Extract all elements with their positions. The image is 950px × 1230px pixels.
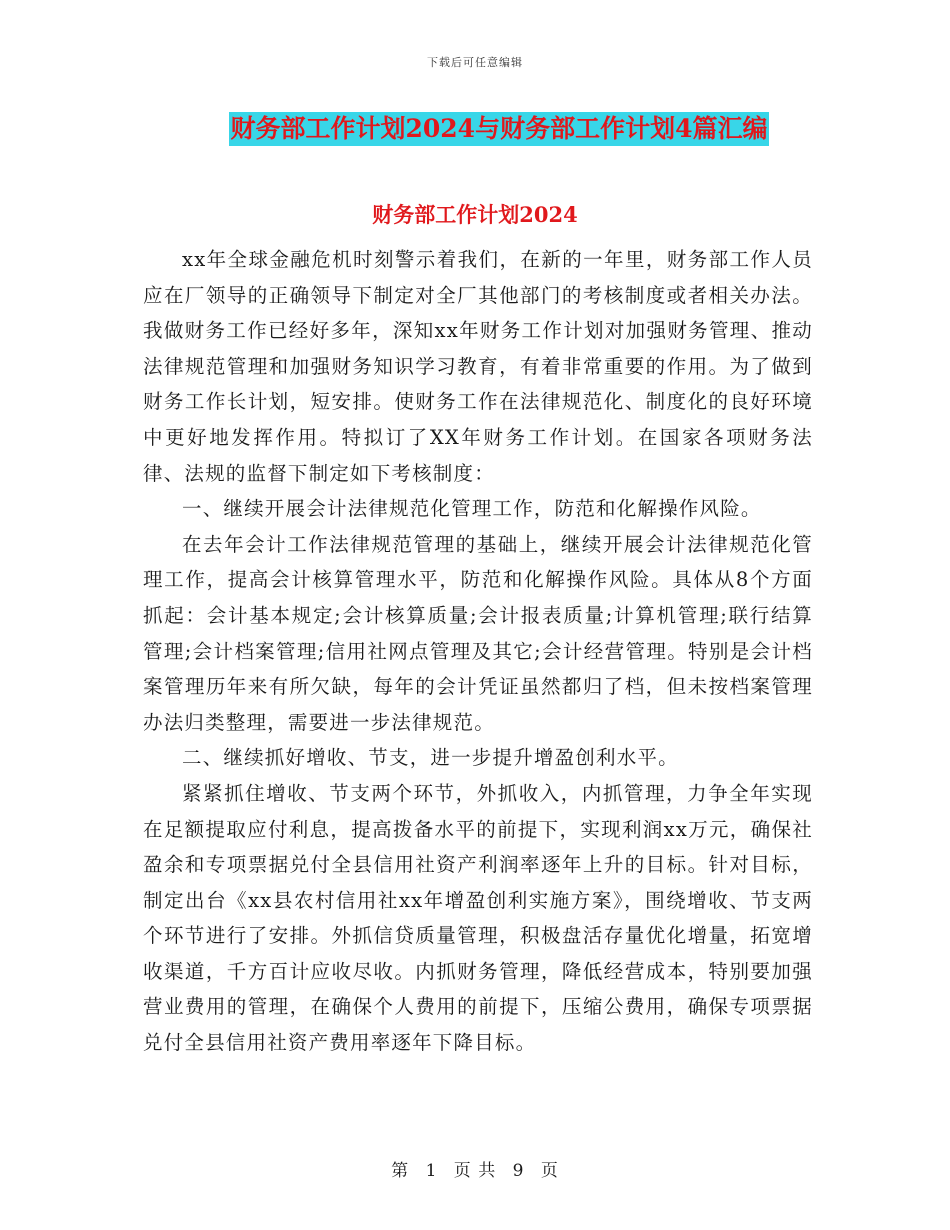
document-title-container [0,112,950,146]
footer-total-pages: 9 [512,1161,525,1181]
page-footer [0,1156,950,1181]
footer-page-number: 1 [425,1161,438,1181]
paragraph-heading-2: 二、继续抓好增收、节支，进一步提升增盈创利水平。 [182,746,679,770]
document-title: 财务部工作计划2024与财务部工作计划4篇汇编 [229,112,770,146]
document-body [143,242,813,1061]
header-note: 下载后可任意编辑 [427,56,523,69]
paragraph-heading-1: 一、继续开展会计法律规范化管理工作，防范和化解操作风险。 [182,497,762,521]
paragraph-body-1: 在去年会计工作法律规范管理的基础上，继续开展会计法律规范化管理工作，提高会计核算管理水平，防范和化解操作风险。具体从8个方面抓起：会计基本规定;会计核算质量;会计报表质量;计算机管理;联行结算管理;会计档案管理;信用社网点管理及其它;会计经营管理。特别是会计档案管理历年来有所欠缺，每年的会计凭证虽然都归了档，但未按档案管理办法归类整理，需要进一步法律规范。 [143,532,813,734]
footer-middle: 页 共 [453,1161,497,1181]
paragraph-intro: xx年全球金融危机时刻警示着我们，在新的一年里，财务部工作人员应在厂领导的正确领导下制定对全厂其他部门的考核制度或者相关办法。我做财务工作已经好多年，深知xx年财务工作计划对加强财务管理、推动法律规范管理和加强财务知识学习教育，有着非常重要的作用。为了做到财务工作长计划，短安排。使财务工作在法律规范化、制度化的良好环境中更好地发挥作用。特拟订了XX年财务工作计划。在国家各项财务法律、法规的监督下制定如下考核制度： [143,248,813,485]
section-title: 财务部工作计划2024 [372,202,578,227]
paragraph-body-2: 紧紧抓住增收、节支两个环节，外抓收入，内抓管理，力争全年实现在足额提取应付利息，提高拨备水平的前提下，实现利润xx万元，确保社盈余和专项票据兑付全县信用社资产利润率逐年上升的目标。针对目标，制定出台《xx县农村信用社xx年增盈创利实施方案》，围绕增收、节支两个环节进行了安排。外抓信贷质量管理，积极盘活存量优化增量，拓宽增收渠道，千方百计应收尽收。内抓财务管理，降低经营成本，特别要加强营业费用的管理，在确保个人费用的前提下，压缩公费用，确保专项票据兑付全县信用社资产费用率逐年下降目标。 [143,781,813,1055]
footer-suffix: 页 [540,1161,559,1181]
footer-prefix: 第 [391,1161,410,1181]
